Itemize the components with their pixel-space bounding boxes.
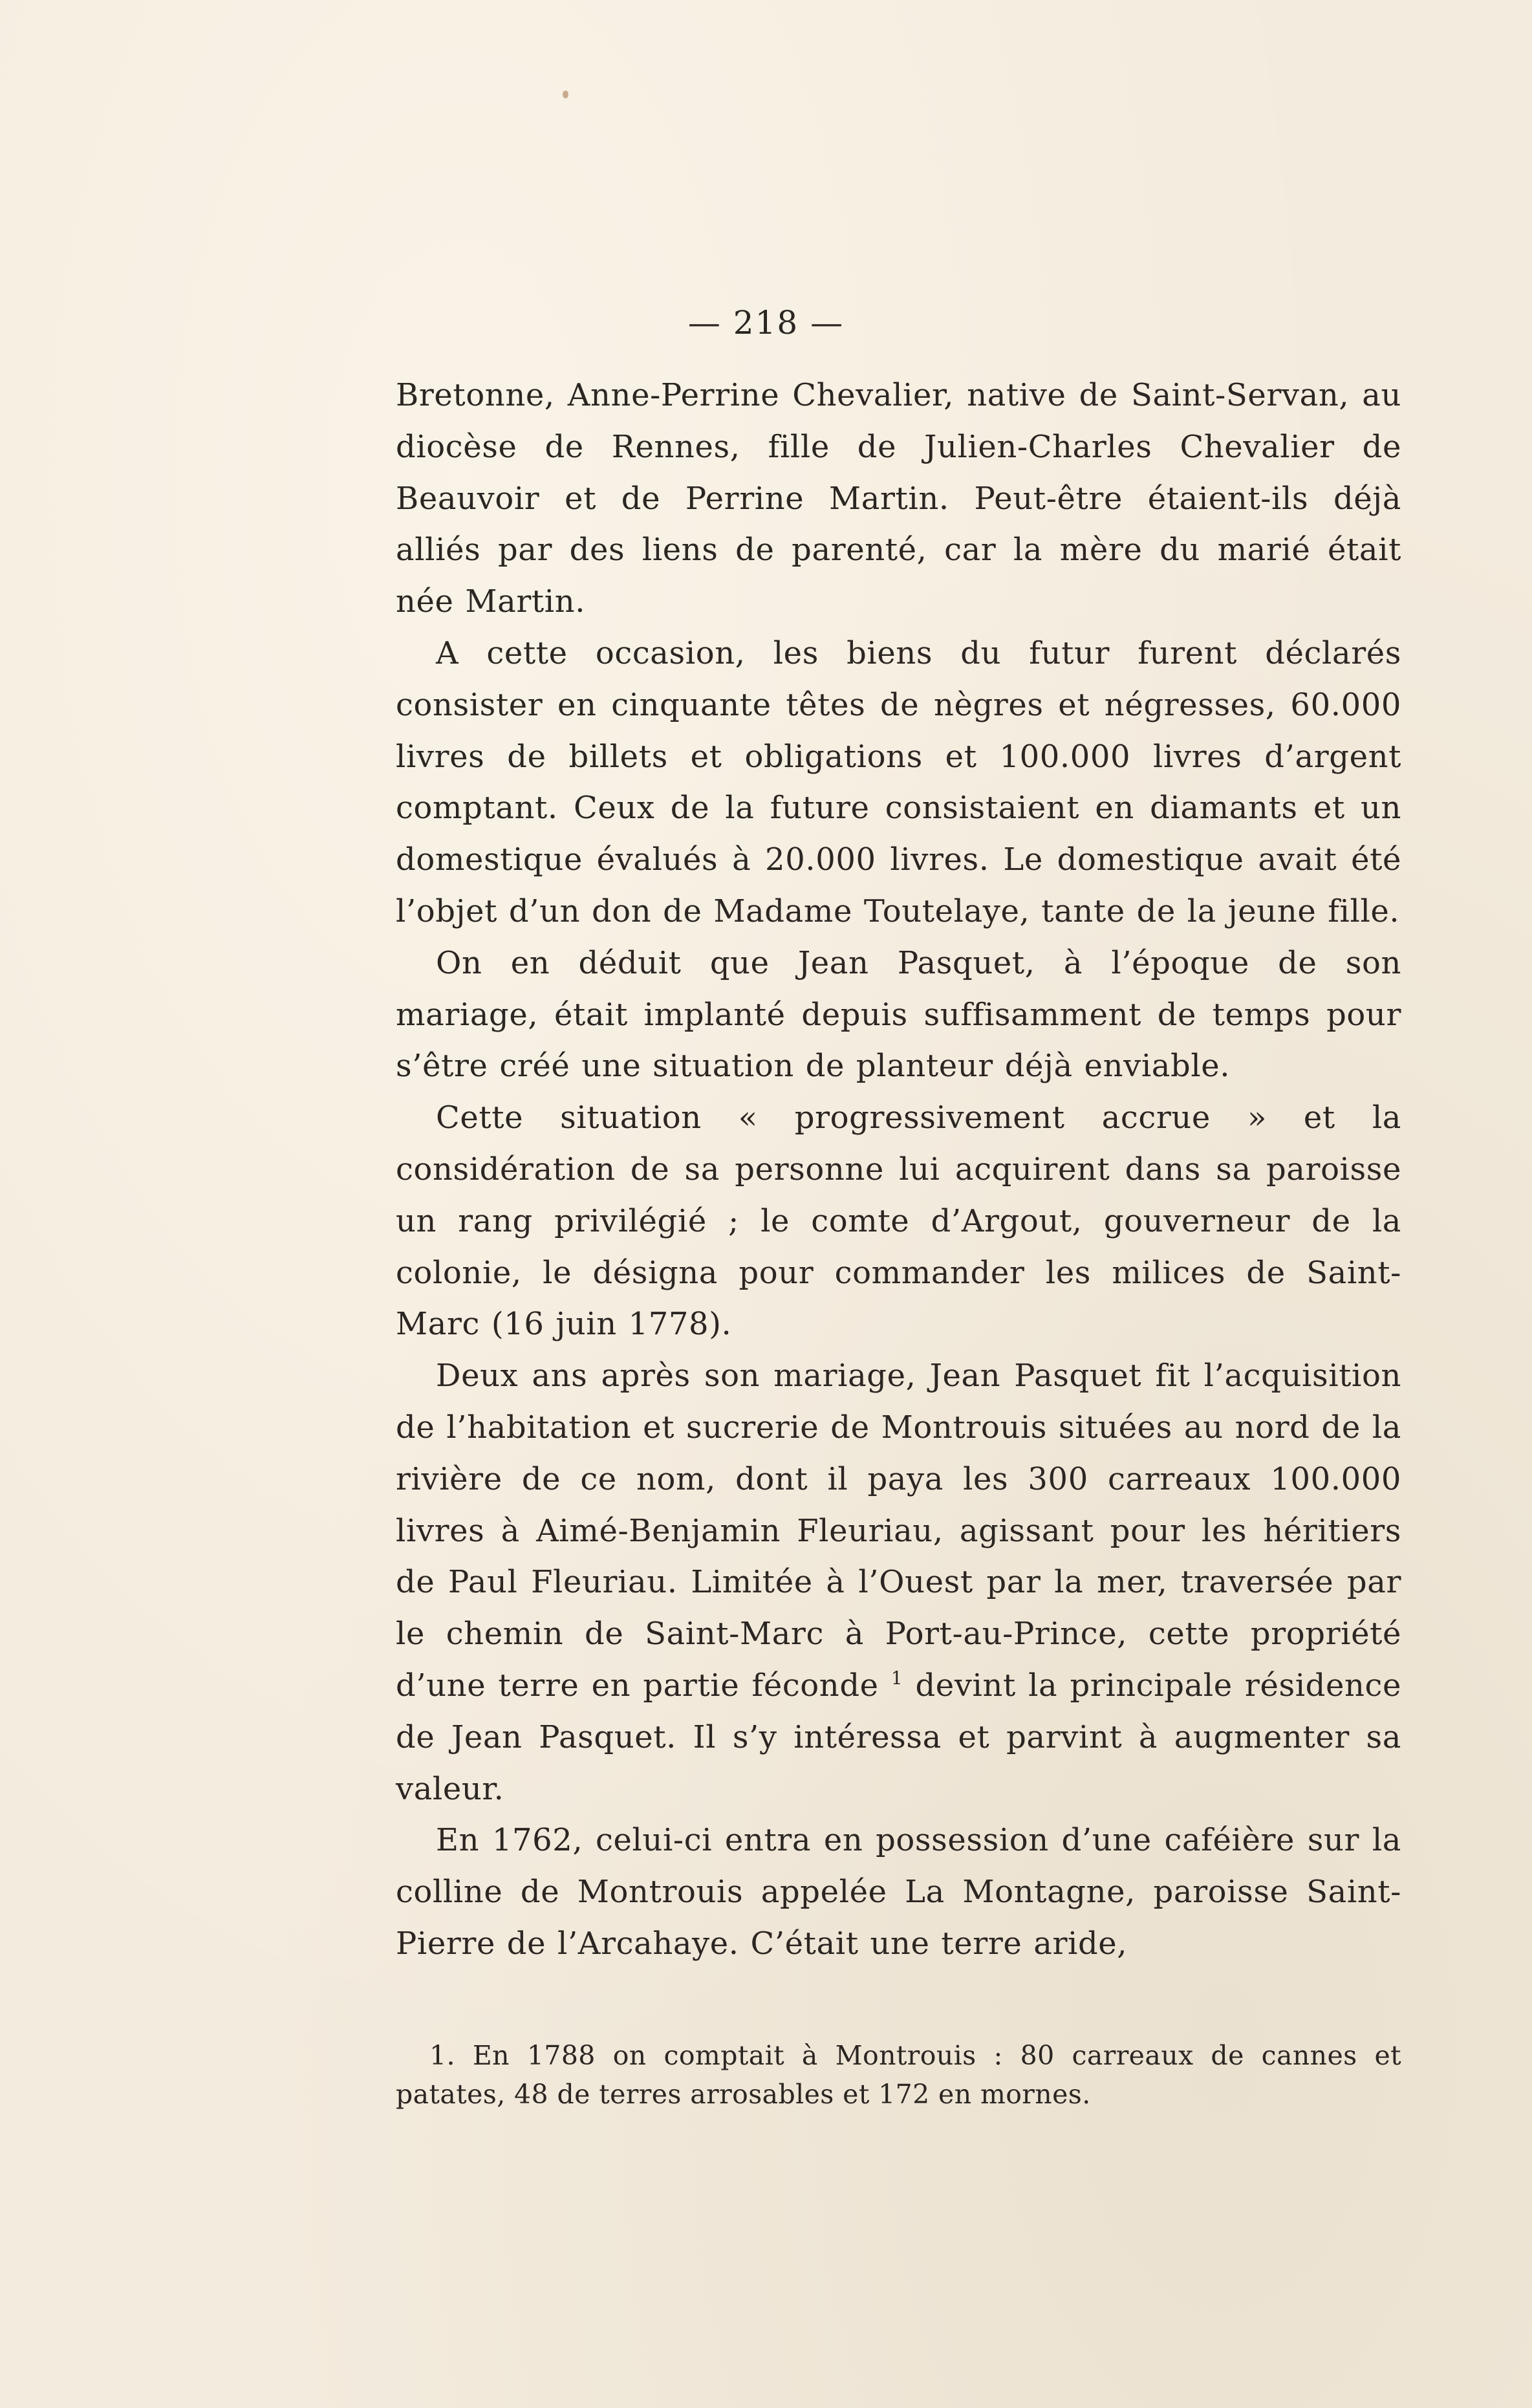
paragraph-situation: Cette situation « progressivement accrue » et la considération de sa personne lui acquirent dans sa paroisse un rang privilégié ; le comte d’Argout, gouverneur de la colonie, le désigna pour commander les milices de Saint-Marc (16 juin 1778).: [396, 1100, 1401, 1343]
footnote: 1. En 1788 on comptait à Montrouis : 80 carreaux de cannes et patates, 48 de terres arrosables et 172 en mornes.: [396, 2040, 1401, 2110]
page-number: — 218 —: [687, 304, 845, 342]
footnote-area: [396, 2036, 1401, 2114]
paragraph-deduction: On en déduit que Jean Pasquet, à l’époque de son mariage, était implanté depuis suffisamment de temps pour s’être créé une situation de planteur déjà enviable.: [396, 944, 1401, 1085]
paragraph-cafeiere: En 1762, celui-ci entra en possession d’une caféière sur la colline de Montrouis appelée La Montagne, paroisse Saint-Pierre de l’Arcahaye. C’était une terre aride,: [396, 1822, 1401, 1962]
footnote-reference: 1: [890, 1667, 903, 1689]
body-text: [396, 370, 1401, 1970]
paragraph-acquisition: [396, 1350, 1401, 1815]
paper-speck: [563, 91, 568, 98]
paragraph-acquisition-text: Deux ans après son mariage, Jean Pasquet fit l’acquisition de l’habitation et sucrerie de Montrouis situées au nord de la rivière de ce nom, dont il paya les 300 carreaux 100.000 livres à Aimé-Benjamin Fleuriau, agissant pour les héritiers de Paul Fleuriau. Limitée à l’Ouest par la mer, traversée par le chemin de Saint-Marc à Port-au-Prince, cette propriété d’une terre en partie féconde: [396, 1358, 1401, 1704]
paragraph-assets: A cette occasion, les biens du futur furent déclarés consister en cinquante têtes de nègres et négresses, 60.000 livres de billets et obligations et 100.000 livres d’argent comptant. Ceux de la future consistaient en diamants et un domestique évalués à 20.000 livres. Le domestique avait été l’objet d’un don de Madame Toutelaye, tante de la jeune fille.: [396, 635, 1401, 929]
paragraph-acquisition-tail: devint la principale résidence de Jean Pasquet. Il s’y intéressa et parvint à augmenter sa valeur.: [396, 1667, 1401, 1807]
paragraph-continuation: Bretonne, Anne-Perrine Chevalier, native de Saint-Servan, au diocèse de Rennes, fille de Julien-Charles Chevalier de Beauvoir et de Perrine Martin. Peut-être étaient-ils déjà alliés par des liens de parenté, car la mère du marié était née Martin.: [396, 377, 1401, 620]
